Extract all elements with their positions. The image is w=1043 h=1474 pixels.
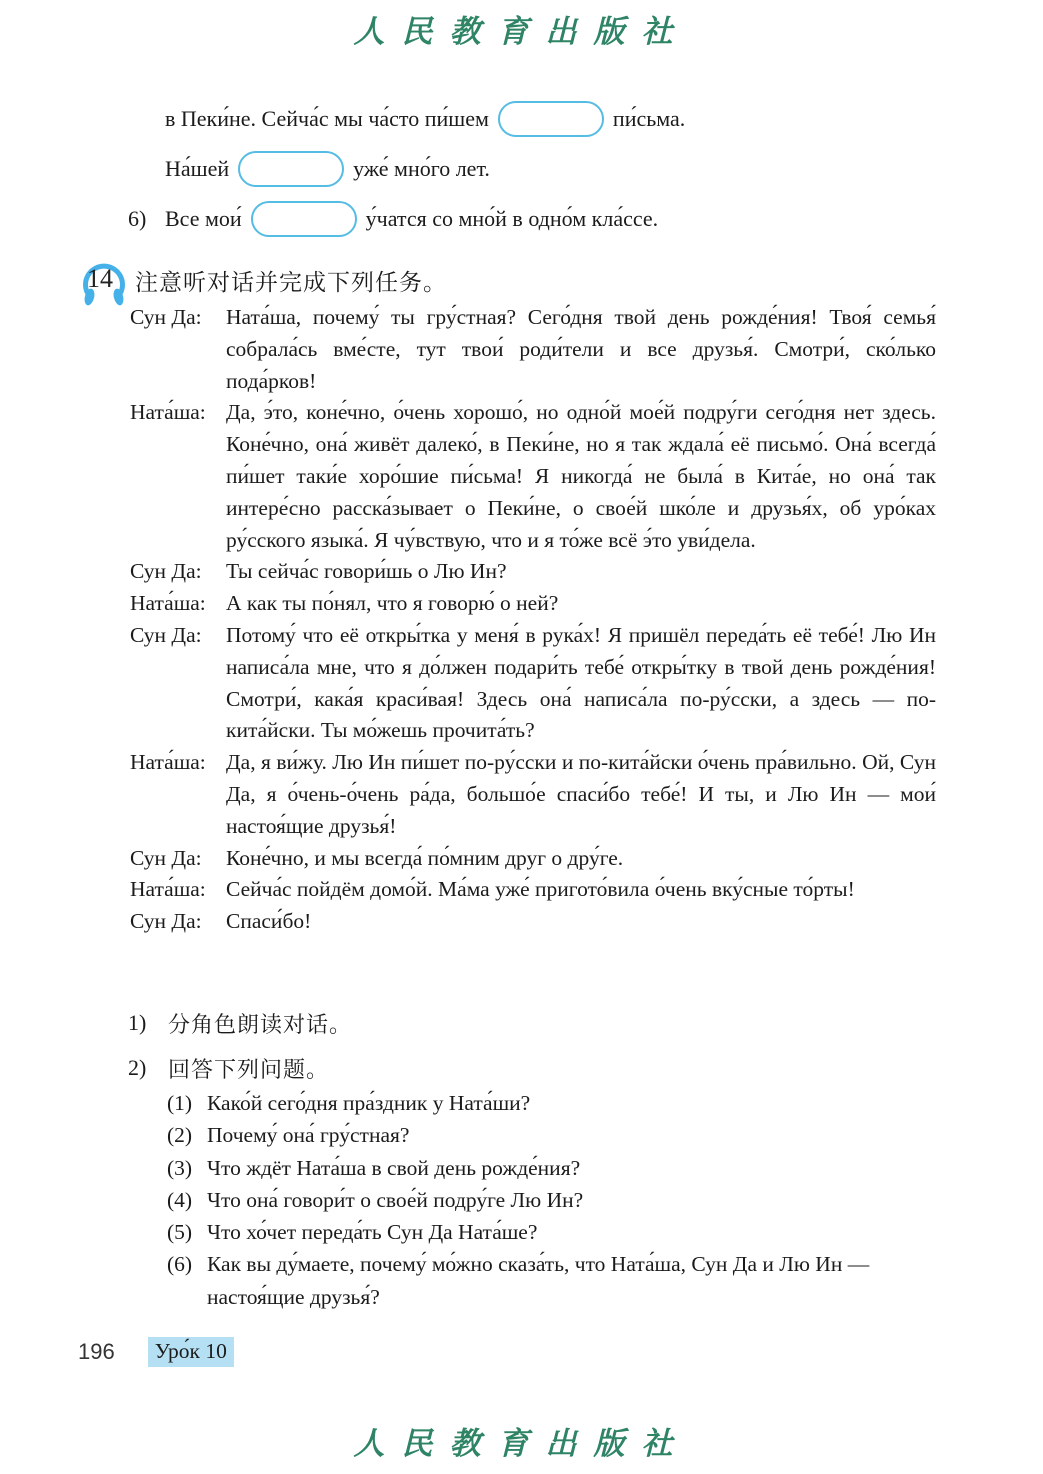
question-text: Как вы ду́маете, почему́ мо́жно сказа́ть, что Ната́ша, Сун Да и Лю Ин — настоя́щие друзья́? — [207, 1252, 870, 1309]
speaker-label: Сун Да: — [130, 559, 202, 584]
speaker-label: Ната́ша: — [130, 750, 206, 775]
answer-blank-oval — [238, 151, 344, 187]
answer-blank-oval — [251, 201, 357, 237]
publisher-logo-text: 人民教育出版社 — [353, 14, 690, 50]
line-text-after-blank: у́чатся со мно́й в одно́м кла́ссе. — [365, 206, 659, 231]
question-text: Почему́ она́ гру́стная? — [207, 1123, 410, 1148]
fill-line-2 — [128, 150, 928, 188]
line-number: 6) — [128, 206, 147, 231]
dialogue-section — [130, 302, 936, 938]
question-number: (4) — [167, 1187, 193, 1212]
subtask-text: 回答下列问题。 — [168, 1056, 330, 1082]
speaker-label: Сун Да: — [130, 622, 202, 647]
question-item — [167, 1248, 962, 1313]
dialogue-turn — [130, 843, 936, 875]
dialogue-turn — [130, 588, 936, 620]
question-item — [167, 1216, 962, 1248]
dialogue-turn — [130, 302, 936, 397]
question-item — [167, 1152, 962, 1184]
exercise-title: 注意听对话并完成下列任务。 — [135, 269, 447, 295]
subtask-number: 1) — [128, 1010, 147, 1035]
utterance-text: Спаси́бо! — [226, 909, 312, 934]
speaker-label: Сун Да: — [130, 909, 202, 934]
dialogue-turn — [130, 620, 936, 747]
fill-line-1 — [128, 100, 928, 138]
utterance-text: Ната́ша, почему́ ты гру́стная? Сего́дня твой день рожде́ния! Твоя́ семья́ собрала́сь вме́сте, тут твои́ роди́тели и все друзья́. Смотри́, ско́лько пода́рков! — [226, 305, 936, 393]
dialogue-turn — [130, 556, 936, 588]
question-number: (3) — [167, 1155, 193, 1180]
publisher-logo-top — [0, 6, 1043, 51]
utterance-text: Да, э́то, коне́чно, о́чень хорошо́, но одно́й мое́й подру́ги сего́дня нет здесь. Коне́чно, она́ живёт далеко́, в Пеки́не, но я так ждала́ её письмо́. Она́ всегда́ пи́шет таки́е хоро́шие пи́сьма! Я никогда́ не была́ в Кита́е, но она́ так интере́сно расска́зывает о Пеки́не, о свое́й шко́ле и друзья́х, об уро́ках ру́сского языка́. Я чу́вствую, что и я то́же всё э́то уви́дела. — [226, 400, 936, 552]
publisher-logo-bottom — [0, 1418, 1043, 1463]
line-text-after-blank: уже́ мно́го лет. — [353, 156, 490, 181]
fill-line-3 — [128, 200, 928, 238]
utterance-text: Потому́ что её откры́тка у меня́ в рука́х! Я пришёл переда́ть её тебе́! Лю Ин написа́ла мне, что я до́лжен подари́ть тебе́ откры́тку в твой день рожде́ния! Смотри́, кака́я краси́вая! Здесь она́ написа́ла по-ру́сски, а здесь — по-кита́йски. Ты мо́жешь прочита́ть? — [226, 622, 936, 743]
question-text: Что ждёт Ната́ша в свой день рожде́ния? — [207, 1155, 581, 1180]
question-item — [167, 1119, 962, 1151]
utterance-text: Коне́чно, и мы всегда́ по́мним друг о дру́ге. — [226, 845, 624, 870]
speaker-label: Ната́ша: — [130, 400, 206, 425]
question-number: (6) — [167, 1252, 193, 1277]
dialogue-turn — [130, 747, 936, 842]
question-number: (2) — [167, 1123, 193, 1148]
page-footer — [78, 1337, 234, 1367]
exercise-number: 14 — [87, 264, 113, 293]
headphones-listening-icon — [80, 252, 128, 308]
question-number: (5) — [167, 1220, 193, 1245]
dialogue-turn — [130, 906, 936, 938]
exercise-header — [80, 252, 447, 308]
speaker-label: Сун Да: — [130, 845, 202, 870]
utterance-text: Сейча́с пойдём домо́й. Ма́ма уже́ пригото́вила о́чень вку́сные то́рты! — [226, 877, 855, 902]
page-number: 196 — [78, 1339, 115, 1364]
publisher-logo-text: 人民教育出版社 — [353, 1426, 690, 1462]
speaker-label: Ната́ша: — [130, 591, 206, 616]
subtask-item — [128, 1053, 352, 1083]
subtask-number: 2) — [128, 1055, 147, 1080]
subtask-item — [128, 1008, 352, 1038]
question-text: Что хо́чет переда́ть Сун Да Ната́ше? — [207, 1220, 538, 1245]
answer-blank-oval — [498, 101, 604, 137]
speaker-label: Сун Да: — [130, 305, 202, 329]
speaker-label: Ната́ша: — [130, 877, 206, 902]
line-text-before-blank: Все мои́ — [165, 206, 242, 231]
subtask-text: 分角色朗读对话。 — [168, 1011, 353, 1037]
line-text-before-blank: в Пеки́не. Сейча́с мы ча́сто пи́шем — [165, 106, 489, 131]
question-list — [167, 1087, 962, 1313]
question-text: Како́й сего́дня пра́здник у Ната́ши? — [207, 1091, 531, 1115]
lesson-label: Уро́к 10 — [148, 1337, 234, 1367]
question-text: Что она́ говори́т о свое́й подру́ге Лю Ин? — [207, 1187, 584, 1212]
fill-in-blank-section — [128, 100, 928, 250]
line-text-after-blank: пи́сьма. — [612, 106, 686, 131]
dialogue-turn — [130, 874, 936, 906]
line-text-before-blank: На́шей — [165, 156, 230, 181]
utterance-text: Ты сейча́с говори́шь о Лю Ин? — [226, 559, 507, 584]
question-number: (1) — [167, 1091, 193, 1115]
utterance-text: Да, я ви́жу. Лю Ин пи́шет по-ру́сски и по-кита́йски о́чень пра́вильно. Ой, Сун Да, я о́чень-о́чень ра́да, большо́е спаси́бо тебе́! И ты, и Лю Ин — мои́ настоя́щие друзья́! — [226, 750, 936, 838]
dialogue-turn — [130, 397, 936, 556]
question-item — [167, 1184, 962, 1216]
question-item — [167, 1087, 962, 1119]
utterance-text: А как ты по́нял, что я говорю́ о ней? — [226, 591, 559, 616]
subtask-list — [128, 1008, 352, 1098]
